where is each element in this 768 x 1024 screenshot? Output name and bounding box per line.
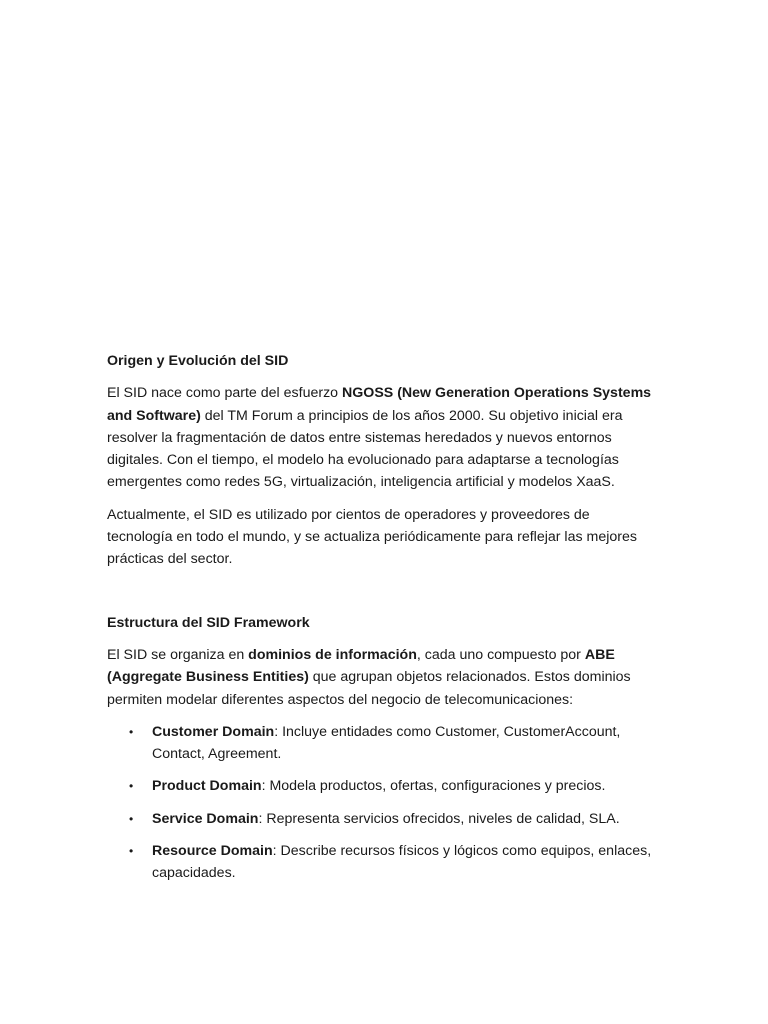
list-item-term: Resource Domain: [152, 843, 273, 860]
bullet-icon: •: [129, 724, 134, 739]
bullet-icon: •: [129, 844, 134, 859]
list-item-desc: : Incluye entidades como Customer, CustomerAccount, Contact, Agreement.: [152, 723, 621, 763]
list-item-desc: : Representa servicios ofrecidos, niveles de calidad, SLA.: [258, 810, 620, 827]
paragraph-origen-1: [107, 382, 659, 493]
list-item-resource-domain: [107, 840, 659, 885]
text-run: del TM Forum a principios de los años 2000. Su objetivo inicial era resolver la fragmentación de datos entre sistemas heredados y nuevos entornos digitales. Con el tiempo, el modelo ha evolucionado para adaptarse a tecnologías emergentes como redes 5G, virtualización, inteligencia artificial y modelos XaaS.: [107, 407, 623, 491]
bold-text-abe: ABE (Aggregate Business Entities): [107, 646, 615, 686]
bullet-icon: •: [129, 811, 134, 826]
text-run: que agrupan objetos relacionados. Estos dominios permiten modelar diferentes aspectos del negocio de telecomunicaciones:: [107, 669, 631, 708]
list-item-desc: : Describe recursos físicos y lógicos como equipos, enlaces, capacidades.: [152, 843, 652, 882]
text-run: El SID se organiza en: [107, 646, 249, 663]
bold-text-dominios: dominios de información: [248, 646, 417, 663]
list-item-term: Service Domain: [152, 810, 259, 827]
list-item-term: Customer Domain: [152, 723, 275, 740]
section-heading-estructura: Estructura del SID Framework: [107, 614, 310, 631]
text-run: , cada uno compuesto por: [416, 646, 585, 663]
bullet-icon: •: [129, 779, 134, 794]
paragraph-origen-2: Actualmente, el SID es utilizado por cientos de operadores y proveedores de tecnología en todo el mundo, y se actualiza periódicamente para reflejar las mejores prácticas del sector.: [107, 506, 637, 568]
list-item-desc: : Modela productos, ofertas, configuraciones y precios.: [261, 778, 606, 795]
list-item-product-domain: [107, 775, 659, 797]
domain-list: [107, 721, 659, 885]
list-item-service-domain: [107, 808, 659, 830]
list-item-term: Product Domain: [152, 778, 262, 795]
text-run: El SID nace como parte del esfuerzo: [107, 385, 343, 402]
section-heading-origen: Origen y Evolución del SID: [107, 353, 289, 369]
paragraph-estructura-1: [107, 644, 659, 711]
document-body: [107, 350, 659, 895]
bold-text-ngoss: NGOSS (New Generation Operations Systems and Software): [107, 385, 652, 424]
list-item-customer-domain: [107, 721, 659, 766]
